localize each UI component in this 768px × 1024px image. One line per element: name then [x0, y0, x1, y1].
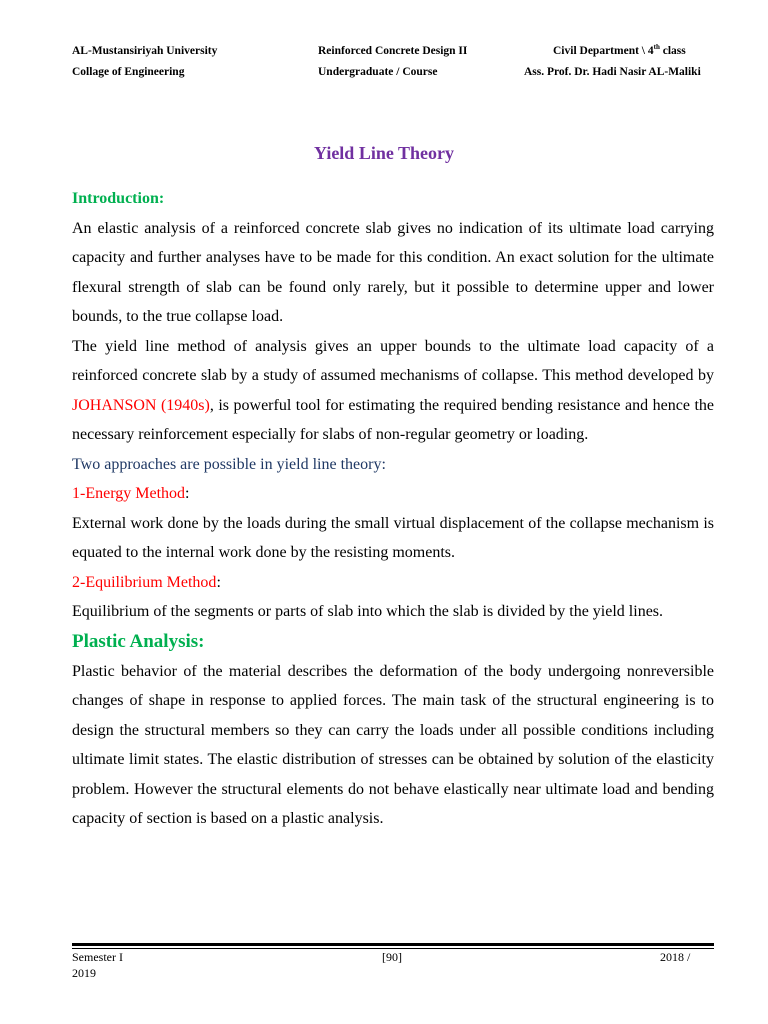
intro-paragraph-2: [72, 332, 714, 450]
intro-paragraph-1: An elastic analysis of a reinforced concrete slab gives no indication of its ultimate load carrying capacity and further analyses have to be made for this condition. An exact solution for the ultimate flexural strength of slab can be found only rarely, but it possible to determine upper and lower bounds, to the true collapse load.: [72, 219, 714, 325]
header-college: Collage of Engineering: [72, 66, 185, 78]
document-body: [72, 184, 714, 834]
plastic-analysis-heading: Plastic Analysis:: [72, 630, 205, 652]
approaches-line: Two approaches are possible in yield line theory:: [72, 455, 386, 473]
energy-method-text: External work done by the loads during the small virtual displacement of the collapse mechanism is equated to the internal work done by the resisting moments.: [72, 514, 714, 561]
header-author: Ass. Prof. Dr. Hadi Nasir AL-Maliki: [524, 66, 701, 78]
header-department-text: Civil Department \ 4: [553, 45, 654, 57]
energy-method-heading: [72, 479, 714, 509]
header-department: [553, 44, 686, 58]
energy-method-label: 1-Energy Method: [72, 485, 186, 502]
footer-rule-thick: [72, 943, 714, 946]
footer-semester: Semester I: [72, 950, 123, 964]
header-course-title: Reinforced Concrete Design II: [318, 45, 468, 57]
equilibrium-method-heading: [72, 568, 714, 598]
plastic-analysis-text: Plastic behavior of the material describes the deformation of the body undergoing nonreversible changes of shape in response to applied forces. The main task of the structural engineering is to design the structural members so they can carry the loads under all possible conditions including ultimate limit states. The elastic distribution of stresses can be obtained by solution of the elasticity problem. However the structural elements do not behave elastically near ultimate load and bending capacity of section is based on a plastic analysis.: [72, 662, 714, 827]
intro-paragraph-2-start: The yield line method of analysis gives an upper bounds to the ultimate load capacity of a reinforced concrete slab by a study of assumed mechanisms of collapse. This method developed by: [72, 337, 714, 384]
intro-paragraph-2-end: , is powerful tool for estimating the required bending resistance and hence the necessary reinforcement especially for slabs of non-regular geometry or loading.: [72, 396, 714, 443]
intro-heading: Introduction:: [72, 190, 165, 207]
footer-page-number: [90]: [382, 950, 402, 964]
footer-rule-thin: [72, 948, 714, 949]
header-course-level: Undergraduate / Course: [318, 66, 438, 78]
header-department-class: class: [659, 45, 686, 57]
johanson-highlight: JOHANSON (1940s): [72, 396, 210, 414]
footer-year-end: 2019: [72, 966, 96, 980]
page-title: Yield Line Theory: [313, 143, 454, 163]
equilibrium-method-label: 2-Equilibrium Method: [72, 573, 217, 591]
header-department-sup: th: [653, 43, 660, 52]
energy-method-colon: :: [185, 485, 190, 502]
header-university: AL-Mustansiriyah University: [72, 45, 218, 57]
footer-year-start: 2018 /: [660, 950, 691, 964]
equilibrium-method-colon: :: [216, 573, 221, 591]
equilibrium-method-text: Equilibrium of the segments or parts of slab into which the slab is divided by the yield lines.: [72, 603, 664, 620]
